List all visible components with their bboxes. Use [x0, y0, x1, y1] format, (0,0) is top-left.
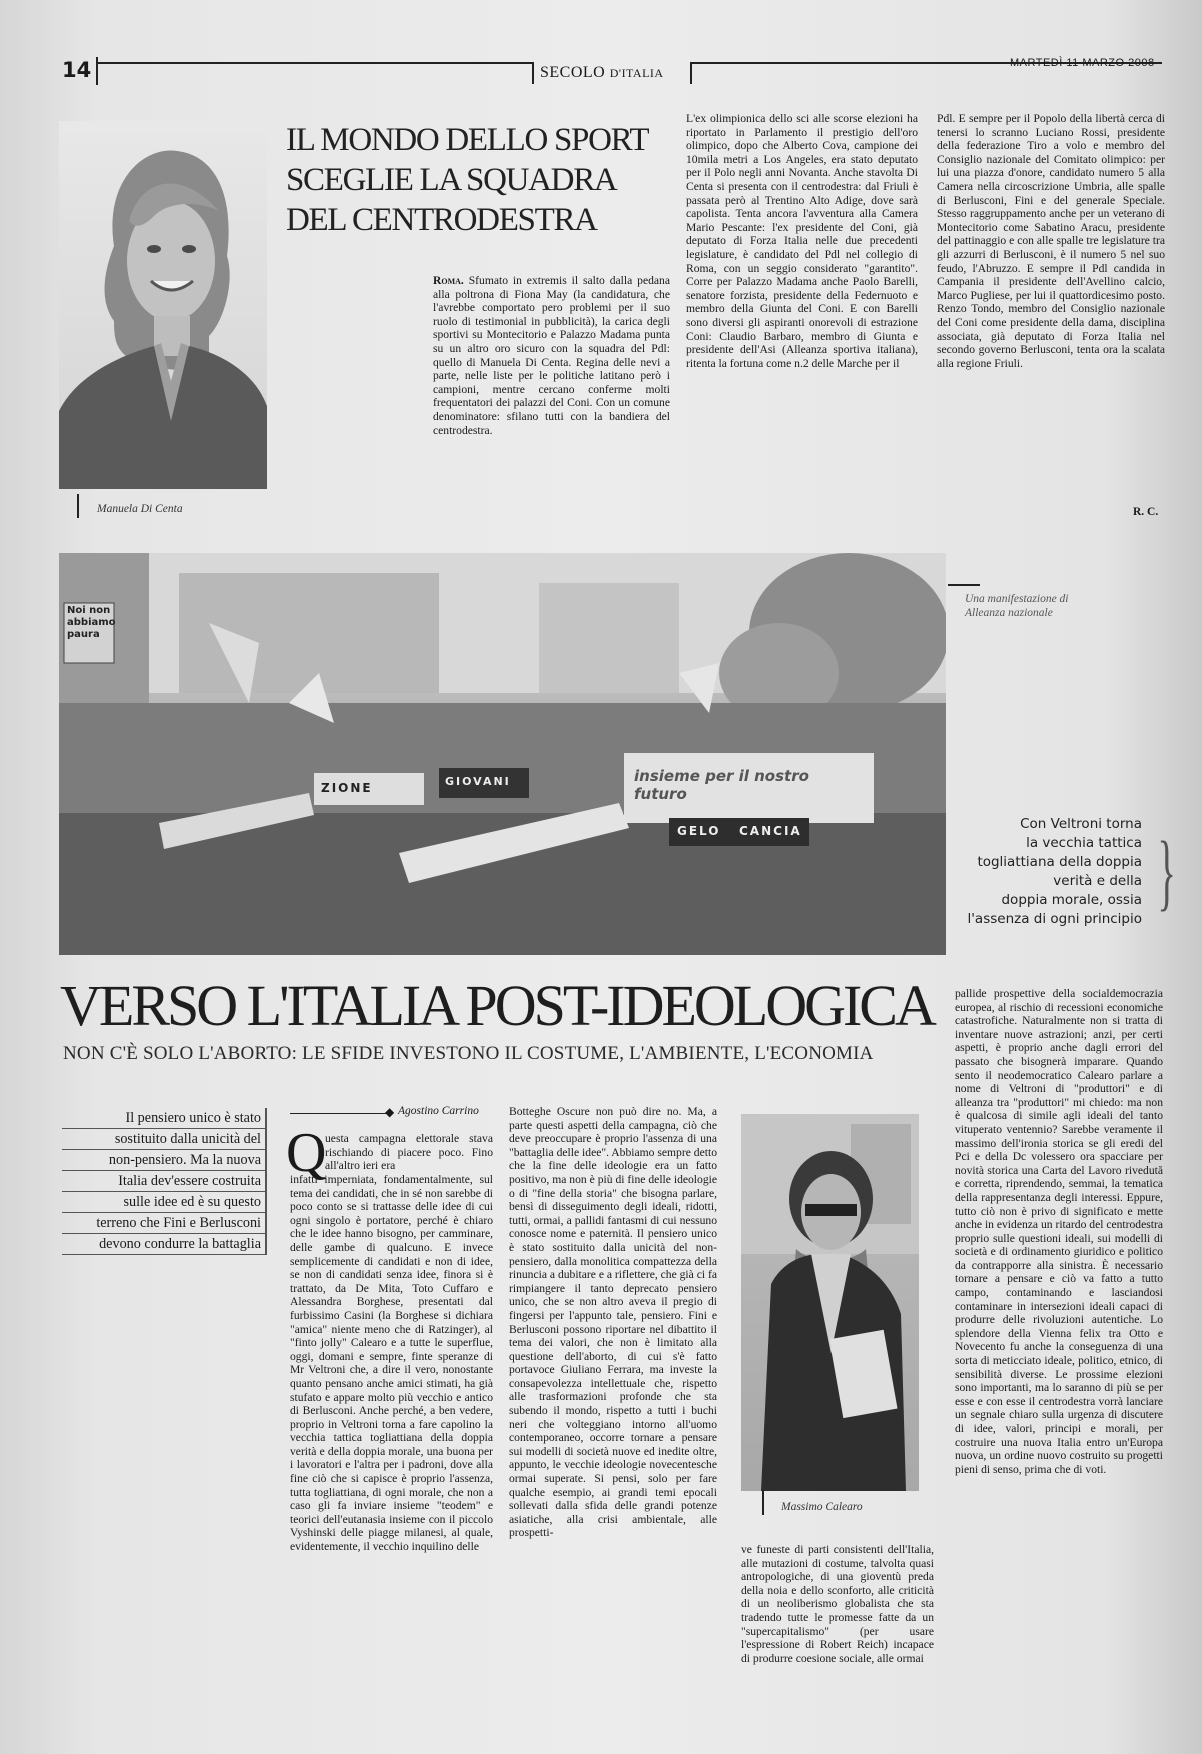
- portrait-caption-bar: [77, 494, 79, 518]
- sport-column-2: L'ex olimpionica dello sci alle scorse elezioni ha riportato in Parlamento il prestigio dell'oro olimpico, dopo che Alberto Cova, campione dei 10mila metri a Los Angeles, era stato deputato per il Polo negli anni Novanta. Anche stavolta Di Centa si presenta con il centrodestra: dal Friuli è passata però al Trentino Alto Adige, dove sarà capolista. Tenta ancora l'avventura alla Camera Mario Pescante: l'ex presidente del Coni, già deputato di Forza Italia nelle due precedenti legislature, è candidato del Pdl nel collegio di Roma, con un seggio considerato "garantito". Corre per Palazzo Madama anche Paolo Barelli, senatore forzista, presidente della Federnuoto e membro della Giunta del Coni. E con Barelli sono diversi gli aspiranti onorevoli di estrazione Coni: Claudio Barbaro, membro di Giunta e presidente dell'Asi (Alleanza sportiva italiana), ritenta la fortuna come n.2 delle Marche per il: [686, 112, 918, 370]
- calearo-caption-bar: [762, 1491, 764, 1515]
- crowd-banner-cancia: CANCIA: [739, 824, 802, 838]
- sidebar-quote-line: non-pensiero. Ma la nuova: [62, 1150, 267, 1171]
- crowd-caption-bar: [948, 584, 980, 586]
- sport-signature: R. C.: [1133, 506, 1159, 518]
- pull-quote-line: verità e della: [1053, 873, 1142, 889]
- pull-quote-line: togliattiana della doppia: [977, 854, 1142, 870]
- pull-quote: [950, 815, 1142, 929]
- byline-diamond: ◆: [385, 1105, 395, 1119]
- pull-quote-line: l'assenza di ogni principio: [967, 911, 1142, 927]
- sport-column-1: [433, 274, 670, 518]
- crowd-banner-futuro: insieme per il nostro futuro: [634, 767, 809, 803]
- crowd-banner-giovani: GIOVANI: [445, 775, 511, 788]
- calearo-photo: [741, 1114, 919, 1491]
- header-bracket-mid: [532, 62, 534, 84]
- main-subheadline: NON C'È SOLO L'ABORTO: LE SFIDE INVESTONO IL COSTUME, L'AMBIENTE, L'ECONOMIA: [63, 1043, 874, 1064]
- sidebar-quote: [62, 1108, 267, 1255]
- portrait-photo: [59, 121, 267, 489]
- sport-col1-text: Sfumato in extremis il salto dalla pedana alla poltrona di Fiona May (la candidatura, che l'avrebbe comportato pero problemi per il suo ruolo di testimonial in pubblicità), la carica degli sportivi su Montecitorio e Palazzo Madama punta su un altro oro sicuro con la squadra del Pdl: quello di Manuela Di Centa. Regina delle nevi a parte, nelle liste per le politiche latitano però i campioni, mentre cercano conferme molti frequentatori dei palazzi del Coni. Con un comune denominatore: sfilano tutti con la bandiera del centrodestra.: [433, 274, 670, 437]
- crowd-scene: [59, 553, 946, 955]
- sidebar-quote-line: Il pensiero unico è stato: [62, 1108, 267, 1129]
- paper-name-small: D'ITALIA: [609, 66, 664, 80]
- main-column-1: infatti imperniata, fondamentalmente, sul tema dei candidati, che in sé non sarebbe di poco conto se si trattasse delle idee di cui ogni singolo è portatore, perché è chiaro che le idee hanno bisogno, per camminare, delle gambe di qualcuno. E invece semplicemente di candidati e non di idee, se non di candidati senza idee, finora si è trattato, da De Mita, Toto Cuffaro e Alessandra Borghese, presentati dal furbissimo Casini (la Borghese si dichiara "amica" niente meno che di Ratzinger), al "finto jolly" Calearo e a tutte le superflue, oggi, domani e sempre, finte speranze di Mr Veltroni che, a dire il vero, nonostante quanto pensano anche amici stimati, ha già stufato e appare molto più vecchio e antico di Berlusconi. Anche perché, a ben vedere, proprio in Veltroni torna a fare capolino la vecchia tattica togliattiana della doppia verità e della doppia morale, una buona per i lavoratori e l'altra per i padroni, dove alla fine ciò che si capisce è proprio l'assenza, tutta togliattiana, di ogni morale, che non a caso gli fa inviare insieme "teodem" e teorici dell'eutanasia insieme con il piccolo Vyshinski delle piagge milanesi, al quale, evidentemente, il vecchio inquilino delle: [290, 1173, 493, 1554]
- calearo-caption: Massimo Calearo: [781, 1501, 863, 1513]
- pull-quote-brace: }: [1157, 823, 1176, 919]
- crowd-photo-caption: Una manifestazione di Alleanza nazionale: [965, 593, 1069, 619]
- byline-rule: [290, 1113, 388, 1114]
- portrait-illustration: [59, 121, 267, 489]
- calearo-illustration: [741, 1114, 919, 1491]
- sidebar-quote-line: sulle idee ed è su questo: [62, 1192, 267, 1213]
- sidebar-quote-line: devono condurre la battaglia: [62, 1234, 267, 1255]
- header-rule-left: [98, 62, 532, 64]
- portrait-caption: Manuela Di Centa: [97, 503, 183, 515]
- sport-headline-line: DEL CENTRODESTRA: [286, 202, 597, 238]
- sport-dateline: Roma.: [433, 274, 464, 287]
- paper-name: [540, 64, 664, 82]
- author-byline: Agostino Carrino: [398, 1105, 479, 1117]
- sidebar-quote-line: terreno che Fini e Berlusconi: [62, 1213, 267, 1234]
- pull-quote-line: Con Veltroni torna: [1020, 816, 1142, 832]
- page-number: 14: [62, 58, 92, 82]
- main-column-3: ve funeste di parti consistenti dell'Italia, alle mutazioni di costume, talvolta quasi antropologiche, di una gioventù preda della noia e dello sconforto, alle criticità di un neoliberismo globalista che sta tradendo tutte le promesse fatte da un "supercapitalismo" (per usare l'espressione di Robert Reich) incapace di produrre coesione sociale, alle ormai: [741, 1543, 934, 1665]
- main-column-4: pallide prospettive della socialdemocrazia europea, al rischio di recessioni economiche catastrofiche. Naturalmente non si tratta di inventare nuove astrazioni; anzi, per certi aspetti, è proprio anche dagli errori del passato che bisognerà imparare. Quando sento il neodemocratico Calearo parlare a nome di Veltroni di "produttori" e di alleanza tra "produttori" mi chiedo: ma non è qualcosa di simile agli ideali del tanto vituperato ventennio? Sarebbe veramente il massimo dell'ironia storica se gli eredi del Pci e della Dc volessero ora spacciare per novità storica una Carta del Lavoro rivedută e corretta, riprendendo, semmai, la tematica della rappresentanza degli interessi. Eppure, tutto ciò non è privo di significato e mette anche in evidenza un ritardo del centrodestra proprio sulle questioni ideali, sui modelli di società e di ordinamento giuridico e politico da contrapporre alla sinistra. È necessario tornare a pensare e ciò va fatto a tutto campo, contaminando e lasciandosi contaminare in intersezioni ideali capaci di produrre delle rivoluzioni autentiche. Lo splendore della Vienna felix tra Otto e Novecento fu anche la conseguenza di una sorta di meticciato ideale, politico, etnico, di sensibilità diverse. Le prossime elezioni sono importanti, ma lo saranno di più se per esse e con esse il centrodestra vorrà lanciare un segnale chiaro sulla urgenza di discutere di idee, valori, principi e morali, per costruire una nuova Italia entro un'Europa nuova, un ordine nuovo costruito su progetti pieni di senso, prima che di voti.: [955, 987, 1163, 1476]
- pull-quote-line: doppia morale, ossia: [1001, 892, 1142, 908]
- crowd-banner-zione: ZIONE: [321, 781, 373, 795]
- sport-headline: [286, 120, 681, 240]
- sport-headline-line: SCEGLIE LA SQUADRA: [286, 162, 617, 198]
- sidebar-quote-line: sostituito dalla unicità del: [62, 1129, 267, 1150]
- crowd-photo: [59, 553, 946, 955]
- main-column-1-lead: uesta campagna elettorale stava rischiando di piacere poco. Fino all'altro ieri era: [325, 1132, 493, 1173]
- crowd-banner-gelo: GELO: [677, 824, 721, 838]
- sport-column-3: Pdl. E sempre per il Popolo della libertà cerca di tenersi lo scranno Luciano Rossi, presidente della federazione Tiro a volo e membro del Consiglio nazionale del Comitato olimpico: per lui una piazza d'onore, candidato numero 5 alla Camera nella circoscrizione Umbria, alle spalle di Berlusconi, Fini e del generale Speciale. Stesso raggruppamento anche per un veterano di Montecitorio come Sabatino Aracu, presidente del pattinaggio e con alle spalle tre legislature tra gli azzurri di Berlusconi, è il numero 5 nel suo feudo, l'Abruzzo. E sempre il Pdl candida in Campania il presidente dell'Avellino calcio, Marco Pugliese, per lui il quattordicesimo posto. Renzo Tondo, membro del Consiglio nazionale del Coni come presidente della dama, disciplina associata, già deputato di Forza Italia nel secondo governo Berlusconi, tenta ora la scalata alla regione Friuli.: [937, 112, 1165, 370]
- issue-date: MARTEDÌ 11 MARZO 2008: [1010, 57, 1155, 69]
- drop-cap: Q: [286, 1122, 327, 1184]
- sport-headline-line: IL MONDO DELLO SPORT: [286, 122, 649, 158]
- sidebar-quote-line: Italia dev'essere costruita: [62, 1171, 267, 1192]
- main-headline: VERSO L'ITALIA POST-IDEOLOGICA: [60, 973, 934, 1038]
- paper-name-main: SECOLO: [540, 64, 606, 81]
- pull-quote-line: la vecchia tattica: [1026, 835, 1142, 851]
- crowd-banner-sign: Noi non abbiamo paura: [67, 605, 116, 640]
- main-column-2: Botteghe Oscure non può dire no. Ma, a parte questi aspetti della campagna, ciò che deve preoccupare è proprio l'assenza di una "battaglia delle idee". Abbiamo sempre detto che la fine delle ideologie era un fatto positivo, ma non è più di fine delle ideologie o di "fine della storia" che bisogna parlare, bensì di disseguimento degli ideali, ridotti, tutti, ormai, a pallidi fantasmi di cui nessuno conosce nome e paternità. Il pensiero unico è stato sostituito dalla unicità del non-pensiero, dalla monolitica compattezza della rinuncia a dubitare e a riflettere, che già ci fa rimpiangere il tanto deprecato pensiero unico, che se non altro aveva il pregio di fingersi per l'appunto tale, pensiero. Fini e Berlusconi possono riportare nel dibattito il tema dei valori, che non è limitato alla questione dell'aborto, di cui s'è fatto portavoce Giuliano Ferrara, ma investe la consapevolezza intellettuale che, rispetto alle trasformazioni profonde che sta subendo il mondo, rispetto a tutti i buchi neri che volteggiano intorno all'uomo contemporaneo, occorre tornare a pensare sui modelli di società nuove ed inedite oltre, appunto, le vecchie ideologie novecentesche ormai superate. Si pensi, solo per fare qualche esempio, ai grandi temi epocali sollevati dalla sfida delle grandi potenze asiatiche, alla crisi ambientale, alle prospetti-: [509, 1105, 717, 1540]
- header-bracket-right: [690, 62, 692, 84]
